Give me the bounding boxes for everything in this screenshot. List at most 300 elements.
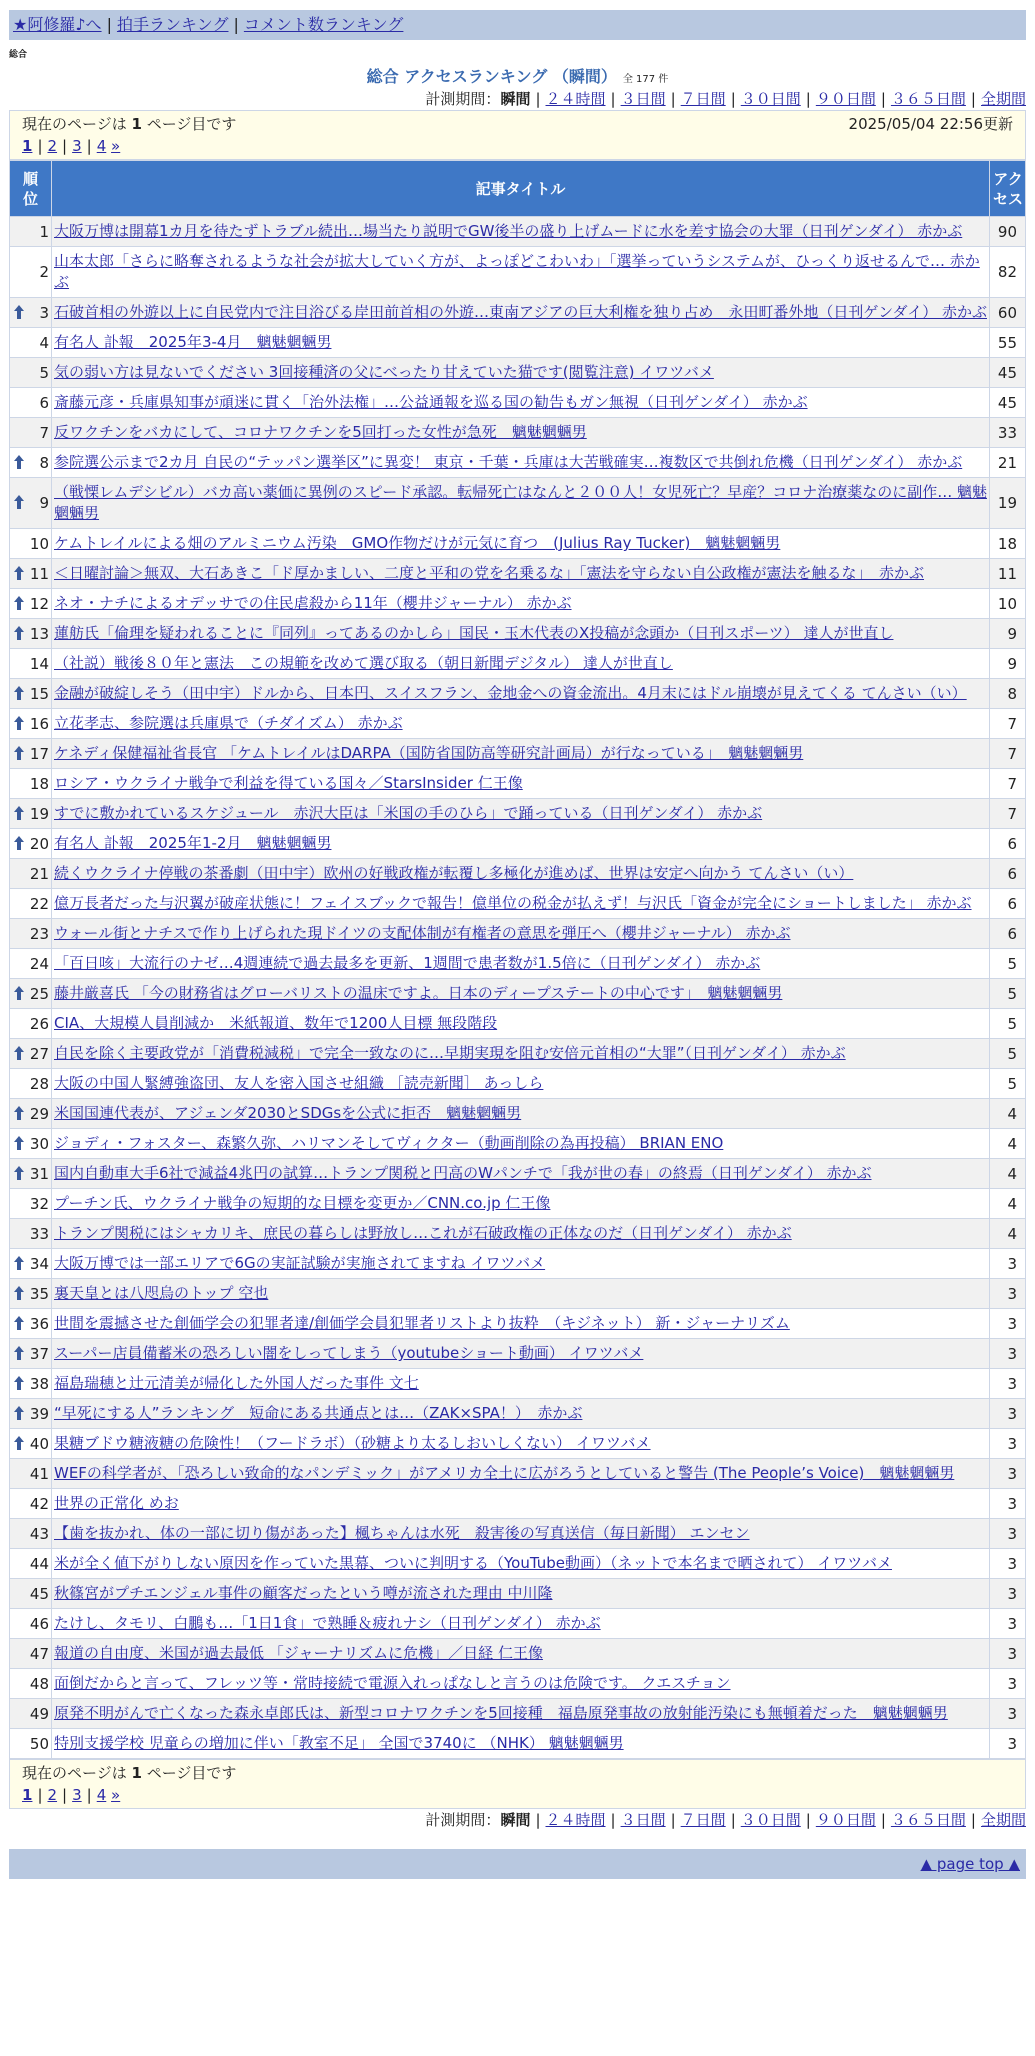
title-cell [52,889,990,919]
page-status [22,1762,236,1784]
pager-separator: | [62,137,68,155]
rank-number: 32 [29,1194,49,1213]
rank-number: 4 [39,333,49,352]
article-title-link[interactable]: 気の弱い方は見ないでください 3回接種済の父にべったり甘えていた猫です(閲覧注意) イワツバメ [54,363,714,381]
period-separator: | [535,1811,541,1829]
article-title-link[interactable]: ＜日曜討論＞無双、大石あきこ「ド厚かましい、二度と平和の党を名乗るな」「憲法を守らない自公政権が憲法を触るな」 赤かぶ [54,564,925,582]
access-count-cell: 6 [990,889,1026,919]
table-row [10,1159,1026,1189]
title-cell [52,1069,990,1099]
title-cell [52,418,990,448]
access-count-cell: 8 [990,679,1026,709]
rank-number: 24 [29,954,49,973]
table-row [10,418,1026,448]
title-cell [52,217,990,247]
article-title-link[interactable]: たけし、タモリ、白鵬も…「1日1食」で熟睡＆疲れナシ（日刊ゲンダイ） 赤かぶ [54,1614,601,1632]
access-count-cell: 7 [990,739,1026,769]
article-title-link[interactable]: スーパー店員備蓄米の恐ろしい闇をしってしまう（youtubeショート動画） イワツバメ [54,1344,644,1362]
title-cell [52,709,990,739]
period-link-6[interactable]: 全期間 [980,1811,1026,1829]
rank-up-arrow-icon [14,1346,24,1360]
rank-number: 8 [39,453,49,472]
page-info-box-top [9,110,1026,160]
article-title-link[interactable]: 有名人 訃報 2025年1-2月 魑魅魍魎男 [54,834,332,852]
article-title-link[interactable]: プーチン氏、ウクライナ戦争の短期的な目標を変更か／CNN.co.jp 仁王像 [54,1194,551,1212]
access-count-cell: 4 [990,1129,1026,1159]
table-row [10,1549,1026,1579]
access-count-cell: 5 [990,949,1026,979]
comment-ranking-link[interactable]: コメント数ランキング [243,15,404,34]
rank-number: 44 [29,1554,49,1573]
article-title-link[interactable]: 山本太郎「さらに略奪されるような社会が拡大していく方が、よっぽどこわいわ」「選挙っていうシステムが、ひっくり返せるんで… 赤かぶ [54,252,980,291]
ranking-rows [10,217,1026,1759]
rank-cell [10,1549,52,1579]
article-title-link[interactable]: 億万長者だった与沢翼が破産状態に！フェイスブックで報告！億単位の税金が払えず！与沢氏「資金が完全にショートしました」 赤かぶ [54,894,972,912]
table-row [10,1129,1026,1159]
article-title-link[interactable]: 大阪万博は開幕1カ月を待たずトラブル続出…場当たり説明でGW後半の盛り上げムードに水を差す協会の大罪（日刊ゲンダイ） 赤かぶ [54,222,963,240]
access-count-cell: 82 [990,247,1026,298]
rank-up-arrow-icon [14,746,24,760]
article-title-link[interactable]: 世界の正常化 めお [54,1494,179,1512]
title-cell [52,979,990,1009]
article-title-link[interactable]: 米が全く値下がりしない原因を作っていた黒幕、ついに判明する（YouTube動画）（ネットで本名まで晒されて） イワツバメ [54,1554,892,1572]
access-count-cell: 3 [990,1519,1026,1549]
rank-up-arrow-icon [14,1256,24,1270]
rank-number: 23 [29,924,49,943]
table-row [10,1489,1026,1519]
title-cell [52,619,990,649]
article-title-link[interactable]: 続くウクライナ停戦の茶番劇（田中宇）欧州の好戦政権が転覆し多極化が進めば、世界は安定へ向かう てんさい（い） [54,864,854,882]
title-cell [52,829,990,859]
rank-cell [10,889,52,919]
article-title-link[interactable]: ケネディ保健福祉省長官 「ケムトレイルはDARPA（国防省国防高等研究計画局）が行なっている」 魑魅魍魎男 [54,744,804,762]
access-count-cell: 3 [990,1369,1026,1399]
period-separator: | [730,1811,736,1829]
page-status-number: 1 [131,115,142,133]
pager-separator: | [37,137,43,155]
article-title-link[interactable]: 立花孝志、参院選は兵庫県で（チダイズム） 赤かぶ [54,714,403,732]
rank-number: 43 [29,1524,49,1543]
table-row [10,1639,1026,1669]
rank-number: 50 [29,1734,49,1753]
access-count-cell: 6 [990,919,1026,949]
table-row [10,298,1026,328]
home-link[interactable]: ★阿修羅♪へ [13,15,102,34]
article-title-link[interactable]: （戦慄レムデシビル）バカ高い薬価に異例のスピード承認。転帰死亡はなんと２００人！女児死亡？早産？コロナ治療薬なのに副作… 魑魅魍魎男 [54,483,987,522]
article-title-link[interactable]: 石破首相の外遊以上に自民党内で注目浴びる岸田前首相の外遊…東南アジアの巨大利権を独り占め 永田町番外地（日刊ゲンダイ） 赤かぶ [54,303,987,321]
rank-up-arrow-icon [14,566,24,580]
rank-cell [10,1669,52,1699]
rank-cell [10,589,52,619]
bottom-bar [9,1849,1026,1879]
table-row [10,1699,1026,1729]
page-top-link[interactable]: ▲ page top ▲ [920,1855,1020,1873]
access-count-cell: 4 [990,1189,1026,1219]
rank-up-arrow-icon [14,455,24,469]
table-row [10,949,1026,979]
rank-number: 40 [29,1434,49,1453]
rank-number: 47 [29,1644,49,1663]
title-cell [52,1519,990,1549]
page-link-current[interactable]: 1 [22,137,33,155]
access-count-cell: 3 [990,1459,1026,1489]
rank-up-arrow-icon [14,1406,24,1420]
rank-cell [10,649,52,679]
article-title-link[interactable]: すでに敷かれているスケジュール 赤沢大臣は「米国の手のひら」で踊っている（日刊ゲンダイ） 赤かぶ [54,804,763,822]
title-cell [52,949,990,979]
article-title-link[interactable]: 蓮舫氏「倫理を疑われることに『同列』ってあるのかしら」国民・玉木代表のX投稿が念頭か（日刊スポーツ） 達人が世直し [54,624,894,642]
rank-up-arrow-icon [14,836,24,850]
rank-cell [10,1309,52,1339]
rank-number: 39 [29,1404,49,1423]
access-column-header [990,161,1026,217]
rank-up-arrow-icon [14,1436,24,1450]
period-separator: | [880,90,886,108]
rank-up-arrow-icon [14,806,24,820]
rank-number: 18 [29,774,49,793]
rank-number: 33 [29,1224,49,1243]
article-title-link[interactable]: 「百日咳」大流行のナゼ…4週連続で過去最多を更新、1週間で患者数が1.5倍に（日刊ゲンダイ） 赤かぶ [54,954,761,972]
rank-up-arrow-icon [14,495,24,509]
table-row [10,979,1026,1009]
table-row [10,1579,1026,1609]
rank-number: 3 [39,303,49,322]
rank-cell [10,829,52,859]
period-separator: | [880,1811,886,1829]
article-title-link[interactable]: 裏天皇とは八咫烏のトップ 空也 [54,1284,269,1302]
table-row [10,1039,1026,1069]
rank-number: 22 [29,894,49,913]
rank-cell [10,1159,52,1189]
rank-up-arrow-icon [14,1286,24,1300]
period-separator: | [610,90,616,108]
period-separator: | [970,90,976,108]
table-row [10,1099,1026,1129]
page-link-3[interactable]: 3 [72,1786,82,1804]
rank-cell [10,679,52,709]
top-nav-bar [9,10,1026,40]
article-title-link[interactable]: 報道の自由度、米国が過去最低 「ジャーナリズムに危機」／日経 仁王像 [54,1644,543,1662]
rank-up-arrow-icon [14,1106,24,1120]
period-current: 瞬間 [500,1811,531,1829]
title-cell [52,1099,990,1129]
rank-up-arrow-icon [14,686,24,700]
article-title-link[interactable]: 果糖ブドウ糖液糖の危険性！（フードラボ）（砂糖より太るしおいしくない） イワツバメ [54,1434,651,1452]
rank-cell [10,298,52,328]
rank-cell [10,1609,52,1639]
table-row [10,649,1026,679]
rank-up-arrow-icon [14,1046,24,1060]
title-cell [52,1219,990,1249]
access-count-cell: 3 [990,1339,1026,1369]
pager-separator: | [86,1786,92,1804]
rank-cell [10,247,52,298]
rank-cell [10,769,52,799]
table-row [10,559,1026,589]
table-row [10,1519,1026,1549]
rank-cell [10,1639,52,1669]
period-link-6[interactable]: 全期間 [980,90,1026,108]
rank-cell [10,217,52,247]
period-link-0[interactable]: ２４時間 [545,1811,606,1829]
title-cell [52,679,990,709]
access-count-cell: 90 [990,217,1026,247]
table-row [10,1219,1026,1249]
article-title-link[interactable]: 有名人 訃報 2025年3-4月 魑魅魍魎男 [54,333,332,351]
period-link-4[interactable]: ９０日間 [815,1811,876,1829]
title-cell [52,799,990,829]
article-title-link[interactable]: トランプ関税にはシャカリキ、庶民の暮らしは野放し…これが石破政権の正体なのだ（日刊ゲンダイ） 赤かぶ [54,1224,792,1242]
table-row [10,859,1026,889]
rank-number: 12 [29,594,49,613]
rank-up-arrow-icon [14,596,24,610]
title-cell [52,559,990,589]
article-title-link[interactable]: （社説）戦後８０年と憲法 この規範を改めて選び取る（朝日新聞デジタル） 達人が世直し [54,654,673,672]
rank-number: 19 [29,804,49,823]
title-cell [52,1309,990,1339]
period-link-5[interactable]: ３６５日間 [890,1811,966,1829]
access-count-cell: 18 [990,529,1026,559]
rank-number: 17 [29,744,49,763]
rank-up-arrow-icon [14,626,24,640]
table-row [10,388,1026,418]
article-title-link[interactable]: CIA、大規模人員削減か 米紙報道、数年で1200人目標 無段階段 [54,1014,498,1032]
access-count-cell: 3 [990,1309,1026,1339]
rank-number: 1 [39,222,49,241]
table-row [10,247,1026,298]
title-cell [52,358,990,388]
rank-cell [10,358,52,388]
rank-cell [10,1579,52,1609]
period-link-2[interactable]: ７日間 [680,90,726,108]
page-link-4[interactable]: 4 [96,137,107,155]
table-row [10,478,1026,529]
table-row [10,328,1026,358]
nav-separator: | [106,15,112,34]
table-row [10,1429,1026,1459]
article-title-link[interactable]: 面倒だからと言って、フレッツ等・常時接続で電源入れっぱなしと言うのは危険です。 クエスチョン [54,1674,731,1692]
page-link-2[interactable]: 2 [47,137,58,155]
article-title-link[interactable]: ジョディ・フォスター、森繁久弥、ハリマンそしてヴィクター（動画削除の為再投稿） BRIAN ENO [54,1134,724,1152]
title-cell [52,1699,990,1729]
period-link-1[interactable]: ３日間 [620,1811,666,1829]
period-link-1[interactable]: ３日間 [620,90,666,108]
period-separator: | [610,1811,616,1829]
total-count: 全 177 件 [622,74,669,85]
rank-cell [10,1399,52,1429]
page-status-prefix: 現在のページは [22,1764,127,1782]
page-next-link[interactable]: » [111,1786,121,1804]
rank-number: 29 [29,1104,49,1123]
page-link-current[interactable]: 1 [22,1786,33,1804]
page-next-link[interactable]: » [111,137,121,155]
access-count-cell: 3 [990,1549,1026,1579]
rank-number: 10 [29,534,49,553]
table-row [10,529,1026,559]
title-cell [52,247,990,298]
article-title-link[interactable]: 大阪万博では一部エリアで6Gの実証試験が実施されてますね イワツバメ [54,1254,546,1272]
article-title-link[interactable]: 特別支援学校 児童らの増加に伴い「教室不足」 全国で3740に （NHK） 魑魅魍魎男 [54,1734,624,1752]
page-status-suffix: ページ目です [146,1764,237,1782]
access-count-cell: 3 [990,1699,1026,1729]
title-cell [52,1159,990,1189]
rank-cell [10,1219,52,1249]
table-row [10,919,1026,949]
access-count-cell: 3 [990,1579,1026,1609]
table-row [10,1189,1026,1219]
rank-cell [10,328,52,358]
period-separator: | [970,1811,976,1829]
rank-cell [10,1729,52,1759]
page-link-3[interactable]: 3 [72,137,82,155]
rank-cell [10,418,52,448]
period-selector-bottom [9,1809,1026,1831]
article-title-link[interactable]: 世間を震撼させた創価学会の犯罪者達/創価学会員犯罪者リストより抜粋 （キジネット） 新・ジャーナリズム [54,1314,790,1332]
table-row [10,1339,1026,1369]
table-row [10,769,1026,799]
rank-number: 35 [29,1284,49,1303]
rank-cell [10,709,52,739]
rank-cell [10,448,52,478]
access-count-cell: 5 [990,1039,1026,1069]
rank-number: 49 [29,1704,49,1723]
period-link-0[interactable]: ２４時間 [545,90,606,108]
rank-number: 27 [29,1044,49,1063]
page-status-prefix: 現在のページは [22,115,127,133]
period-link-2[interactable]: ７日間 [680,1811,726,1829]
title-cell [52,529,990,559]
rank-number: 42 [29,1494,49,1513]
page-link-2[interactable]: 2 [47,1786,58,1804]
access-count-cell: 3 [990,1639,1026,1669]
article-title-link[interactable]: 【歯を抜かれ、体の一部に切り傷があった】楓ちゃんは水死 殺害後の写真送信（毎日新聞） エンセン [54,1524,750,1542]
rank-number: 21 [29,864,49,883]
access-count-cell: 3 [990,1609,1026,1639]
title-cell [52,649,990,679]
pager-separator: | [37,1786,43,1804]
rank-cell [10,919,52,949]
rank-number: 14 [29,654,49,673]
title-cell [52,1039,990,1069]
period-separator: | [805,1811,811,1829]
title-cell [52,919,990,949]
title-cell [52,1189,990,1219]
article-title-link[interactable]: 金融が破綻しそう（田中宇）ドルから、日本円、スイスフラン、金地金への資金流出。4月末にはドル崩壊が見えてくる てんさい（い） [54,684,967,702]
article-title-link[interactable]: 原発不明がんで亡くなった森永卓郎氏は、新型コロナワクチンを5回接種 福島原発事故の放射能汚染にも無頓着だった 魑魅魍魎男 [54,1704,948,1722]
table-row [10,1249,1026,1279]
article-title-link[interactable]: 反ワクチンをバカにして、コロナワクチンを5回打った女性が急死 魑魅魍魎男 [54,423,587,441]
ranking-heading [9,66,1026,88]
period-link-4[interactable]: ９０日間 [815,90,876,108]
article-title-link[interactable]: 自民を除く主要政党が「消費税減税」で完全一致なのに…早期実現を阻む安倍元首相の“大罪”（日刊ゲンダイ） 赤かぶ [54,1044,846,1062]
title-cell [52,1429,990,1459]
rank-number: 16 [29,714,49,733]
rank-cell [10,1519,52,1549]
page-link-4[interactable]: 4 [96,1786,107,1804]
article-title-link[interactable]: 大阪の中国人緊縛強盗団、友人を密入国させ組織 ［読売新聞］ あっしら [54,1074,544,1092]
page-title: 総合 アクセスランキング （瞬間） [366,67,617,86]
rank-cell [10,619,52,649]
access-count-cell: 55 [990,328,1026,358]
access-count-cell: 7 [990,799,1026,829]
period-link-5[interactable]: ３６５日間 [890,90,966,108]
article-title-link[interactable]: 国内自動車大手6社で減益4兆円の試算…トランプ関税と円高のWパンチで「我が世の春」の終焉（日刊ゲンダイ） 赤かぶ [54,1164,872,1182]
rank-cell [10,1099,52,1129]
table-row [10,1459,1026,1489]
period-current: 瞬間 [500,90,531,108]
article-title-link[interactable]: 参院選公示まで2カ月 自民の“テッパン選挙区”に異変！ 東京・千葉・兵庫は大苦戦確実…複数区で共倒れ危機（日刊ゲンダイ） 赤かぶ [54,453,963,471]
access-count-cell: 3 [990,1249,1026,1279]
pagination-top [22,135,1013,157]
title-cell [52,859,990,889]
access-count-cell: 3 [990,1729,1026,1759]
article-title-link[interactable]: 秋篠宮がプチエンジェル事件の顧客だったという噂が流された理由 中川隆 [54,1584,553,1602]
access-count-cell: 5 [990,1009,1026,1039]
article-title-link[interactable]: 米国国連代表が、アジェンダ2030とSDGsを公式に拒否 魑魅魍魎男 [54,1104,522,1122]
article-title-link[interactable]: 藤井厳喜氏 「今の財務省はグローバリストの温床ですよ。日本のディープステートの中心です」 魑魅魍魎男 [54,984,783,1002]
clap-ranking-link[interactable]: 拍手ランキング [116,15,229,34]
title-cell [52,1639,990,1669]
rank-number: 28 [29,1074,49,1093]
pagination-bottom [22,1784,1013,1806]
article-title-link[interactable]: ロシア・ウクライナ戦争で利益を得ている国々／StarsInsider 仁王像 [54,774,523,792]
title-cell [52,328,990,358]
period-label: 計測期間： [425,1811,501,1829]
table-row [10,1609,1026,1639]
rank-cell [10,1699,52,1729]
rank-cell [10,739,52,769]
title-column-header: 記事タイトル [52,161,990,217]
article-title-link[interactable]: “早死にする人”ランキング 短命にある共通点とは…（ZAK×SPA！） 赤かぶ [54,1404,583,1422]
access-count-cell: 7 [990,769,1026,799]
rank-number: 48 [29,1674,49,1693]
rank-cell [10,1369,52,1399]
period-link-3[interactable]: ３０日間 [740,90,801,108]
rank-number: 6 [39,393,49,412]
access-count-cell: 3 [990,1489,1026,1519]
table-row [10,889,1026,919]
table-row [10,799,1026,829]
title-cell [52,1129,990,1159]
access-count-cell: 11 [990,559,1026,589]
pager-separator: | [62,1786,68,1804]
article-title-link[interactable]: ウォール街とナチスで作り上げられた現ドイツの支配体制が有権者の意思を弾圧へ（櫻井ジャーナル） 赤かぶ [54,924,791,942]
article-title-link[interactable]: 斎藤元彦・兵庫県知事が頑迷に貫く「治外法権」…公益通報を巡る国の勧告もガン無視（日刊ゲンダイ） 赤かぶ [54,393,808,411]
pager-separator: | [86,137,92,155]
access-count-cell: 3 [990,1279,1026,1309]
rank-number: 2 [39,263,49,281]
article-title-link[interactable]: 福島瑞穂と辻元清美が帰化した外国人だった事件 文七 [54,1374,419,1392]
table-row [10,1399,1026,1429]
article-title-link[interactable]: ネオ・ナチによるオデッサでの住民虐殺から11年（櫻井ジャーナル） 赤かぶ [54,594,572,612]
rank-number: 38 [29,1374,49,1393]
rank-cell [10,1249,52,1279]
rank-cell [10,1039,52,1069]
period-links [530,90,1026,108]
rank-cell [10,799,52,829]
table-row [10,829,1026,859]
period-link-3[interactable]: ３０日間 [740,1811,801,1829]
rank-up-arrow-icon [14,716,24,730]
page-status [22,113,236,135]
title-cell [52,1579,990,1609]
article-title-link[interactable]: ケムトレイルによる畑のアルミニウム汚染 GMO作物だけが元気に育つ (Julius Ray Tucker) 魑魅魍魎男 [54,534,781,552]
access-count-cell: 3 [990,1399,1026,1429]
access-count-cell: 33 [990,418,1026,448]
title-cell [52,1459,990,1489]
title-cell [52,478,990,529]
article-title-link[interactable]: WEFの科学者が、「恐ろしい致命的なパンデミック」がアメリカ全土に広がろうとしていると警告 (The People’s Voice) 魑魅魍魎男 [54,1464,955,1482]
